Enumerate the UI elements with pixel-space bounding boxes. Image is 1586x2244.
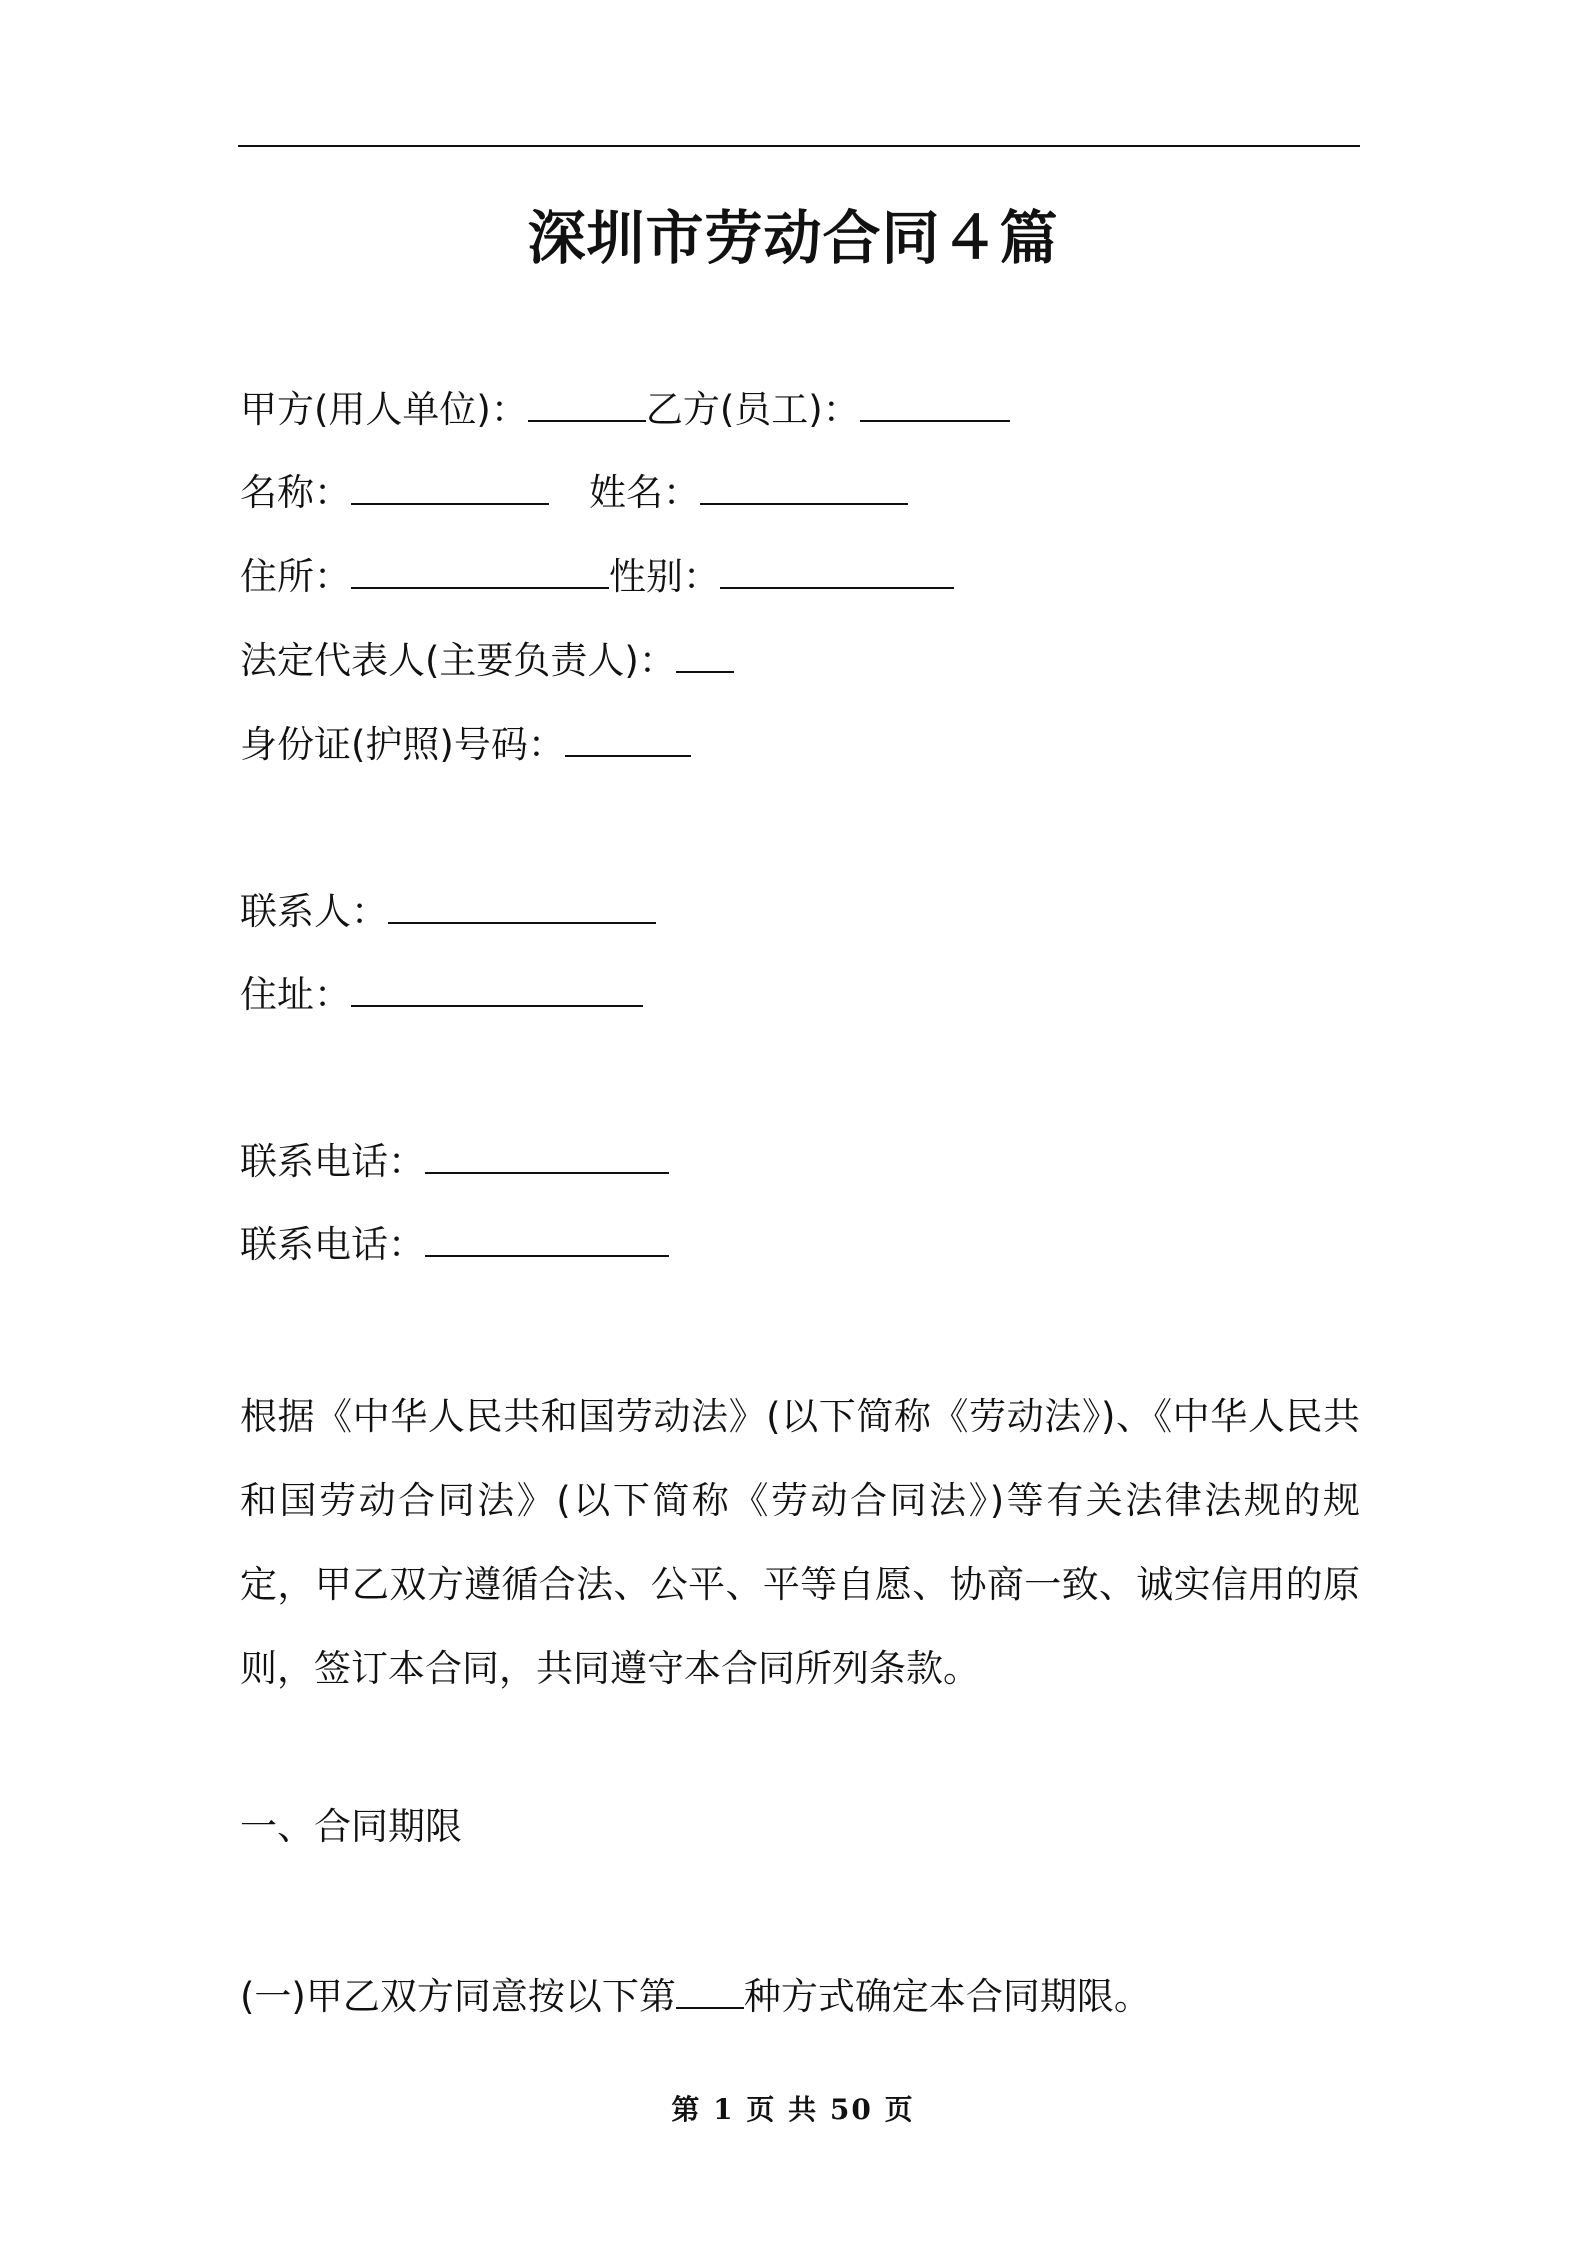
residence-field[interactable] bbox=[351, 963, 643, 1007]
clause-1-field[interactable] bbox=[676, 1965, 744, 2009]
name-label: 名称： bbox=[240, 471, 351, 514]
gender-field[interactable] bbox=[720, 545, 954, 589]
contact-row bbox=[240, 880, 656, 942]
phone-field-2[interactable] bbox=[425, 1213, 669, 1257]
phone-field-1[interactable] bbox=[425, 1130, 669, 1174]
page-footer: 第 1 页 共 50 页 bbox=[671, 2093, 915, 2126]
legal-rep-row bbox=[240, 629, 734, 691]
party-a-label: 甲方(用人单位)： bbox=[240, 388, 528, 431]
residence-row bbox=[240, 963, 643, 1025]
address-field[interactable] bbox=[351, 545, 609, 589]
phone-row-2 bbox=[240, 1213, 669, 1275]
name-field[interactable] bbox=[351, 461, 549, 505]
party-b-label: 乙方(员工)： bbox=[645, 388, 860, 431]
document-title: 深圳市劳动合同４篇 bbox=[527, 204, 1059, 272]
header-rule bbox=[238, 145, 1360, 147]
address-row bbox=[240, 545, 954, 607]
party-a-field[interactable] bbox=[528, 378, 646, 422]
party-b-field[interactable] bbox=[860, 378, 1010, 422]
name-row bbox=[240, 461, 908, 523]
id-label: 身份证(护照)号码： bbox=[240, 723, 565, 766]
legal-rep-field[interactable] bbox=[676, 629, 734, 673]
clause-1-prefix: (一)甲乙双方同意按以下第 bbox=[240, 1975, 676, 2018]
clause-1 bbox=[240, 1965, 1151, 2027]
legal-rep-label: 法定代表人(主要负责人)： bbox=[240, 639, 676, 682]
clause-1-suffix: 种方式确定本合同期限。 bbox=[743, 1975, 1151, 2018]
section-heading: 一、合同期限 bbox=[240, 1805, 462, 1848]
phone-label-1: 联系电话： bbox=[240, 1140, 425, 1183]
intro-paragraph: 根据《中华人民共和国劳动法》(以下简称《劳动法》)、《中华人民共和国劳动合同法》(以下简称《劳动合同法》)等有关法律法规的规定，甲乙双方遵循合法、公平、平等自愿、协商一致、诚实信用的原则，签订本合同，共同遵守本合同所列条款。 bbox=[240, 1395, 1360, 1690]
contact-label: 联系人： bbox=[240, 890, 388, 933]
contact-field[interactable] bbox=[388, 880, 656, 924]
id-row bbox=[240, 713, 691, 775]
id-field[interactable] bbox=[565, 713, 691, 757]
gender-label: 性别： bbox=[609, 555, 720, 598]
phone-row-1 bbox=[240, 1130, 669, 1192]
residence-label: 住址： bbox=[240, 973, 351, 1016]
person-name-label: 姓名： bbox=[589, 471, 700, 514]
party-row bbox=[240, 378, 1010, 440]
person-name-field[interactable] bbox=[700, 461, 908, 505]
address-label: 住所： bbox=[240, 555, 351, 598]
phone-label-2: 联系电话： bbox=[240, 1223, 425, 1266]
